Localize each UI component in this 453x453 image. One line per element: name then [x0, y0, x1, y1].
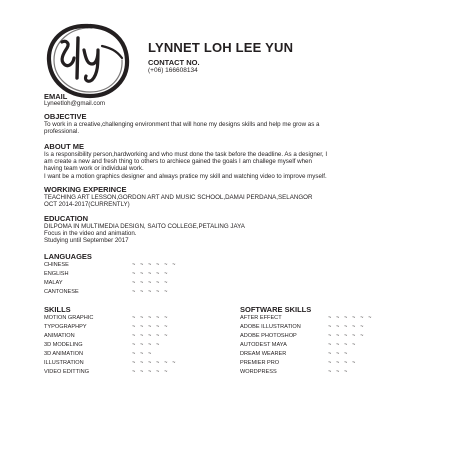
rating-dots: ~ ~ ~ ~ ~: [132, 369, 169, 375]
education-heading: EDUCATION: [44, 214, 89, 223]
rating-dots: ~ ~ ~ ~: [328, 342, 357, 348]
rating-dots: ~ ~ ~: [328, 369, 349, 375]
experience-line: OCT 2014-2017(CURRENTLY): [44, 201, 130, 209]
email-text: Lyneetloh@gmail.com: [44, 100, 106, 107]
skill-label: 3D ANIMATION: [44, 351, 84, 357]
rating-dots: ~ ~ ~ ~ ~ ~: [132, 360, 177, 366]
email-value: [44, 100, 416, 107]
language-row: [44, 279, 194, 287]
software-row: [240, 359, 400, 367]
rating-dots: ~ ~ ~ ~ ~ ~: [328, 315, 373, 321]
software-label: ADOBE ILLUSTRATION: [240, 324, 301, 330]
rating-dots: ~ ~ ~ ~: [132, 342, 161, 348]
language-label: CHINESE: [44, 262, 69, 268]
skill-row: [44, 359, 194, 367]
about-line: am create a new and fresh thing to others to archiece gained the goals I am challege myself when: [44, 158, 312, 166]
experience-heading: WORKING EXPERINCE: [44, 185, 127, 194]
skills-heading: SKILLS: [44, 305, 71, 314]
email-heading: EMAIL: [44, 92, 68, 101]
rating-dots: ~ ~ ~ ~ ~: [132, 324, 169, 330]
skill-label: ILLUSTRATION: [44, 360, 84, 366]
experience-text: [44, 194, 416, 208]
contact-phone: (+06) 166608134: [148, 67, 198, 74]
language-label: MALAY: [44, 280, 63, 286]
language-row: [44, 288, 194, 296]
rating-dots: ~ ~ ~ ~ ~: [132, 333, 169, 339]
education-line: DILPOMA IN MULTIMEDIA DESIGN, SAITO COLLEGE,PETALING JAYA: [44, 223, 245, 230]
about-line: Is a responsibility person,hardworking and who must done the task before the deadline. As a designer, I: [44, 151, 328, 158]
about-text: [44, 151, 416, 180]
skill-label: MOTION GRAPHIC: [44, 315, 94, 321]
skill-row: [44, 350, 194, 358]
rating-dots: ~ ~ ~ ~ ~: [328, 324, 365, 330]
objective-line: professional.: [44, 128, 80, 136]
education-line: Studying until September 2017: [44, 237, 129, 245]
skill-label: ANIMATION: [44, 333, 75, 339]
software-label: WORDPRESS: [240, 369, 277, 375]
software-row: [240, 323, 400, 331]
rating-dots: ~ ~ ~: [132, 351, 153, 357]
skill-row: [44, 332, 194, 340]
software-heading: SOFTWARE SKILLS: [240, 305, 312, 314]
rating-dots: ~ ~ ~ ~ ~: [328, 333, 365, 339]
language-label: ENGLISH: [44, 271, 69, 277]
software-row: [240, 341, 400, 349]
logo-text: SLY: [40, 20, 42, 21]
software-row: [240, 350, 400, 358]
rating-dots: ~ ~ ~ ~ ~ ~: [132, 262, 177, 268]
objective-line: To work in a creative,challenging environment that will hone my designs skills and help me grow as a: [44, 121, 320, 128]
software-row: [240, 314, 400, 322]
language-row: [44, 270, 194, 278]
rating-dots: ~ ~ ~ ~ ~: [132, 280, 169, 286]
objective-text: [44, 121, 416, 135]
about-heading: ABOUT ME: [44, 142, 84, 151]
language-label: CANTONESE: [44, 289, 79, 295]
software-label: DREAM WEARER: [240, 351, 287, 357]
language-row: [44, 261, 194, 269]
education-text: [44, 223, 416, 245]
rating-dots: ~ ~ ~ ~ ~: [132, 315, 169, 321]
rating-dots: ~ ~ ~ ~ ~: [132, 289, 169, 295]
skill-label: TYPOGRAPHPY: [44, 324, 87, 330]
about-line: I want be a motion graphics designer and always pratice my skill and watching video to improve myself.: [44, 172, 327, 180]
about-line: having team work or individual work.: [44, 165, 144, 173]
software-label: AFTER EFFECT: [240, 315, 282, 321]
skill-row: [44, 368, 194, 376]
languages-heading: LANGUAGES: [44, 252, 92, 261]
rating-dots: ~ ~ ~ ~ ~: [132, 271, 169, 277]
contact-label: CONTACT NO.: [148, 58, 200, 67]
signature-logo: [40, 20, 136, 102]
rating-dots: ~ ~ ~ ~: [328, 360, 357, 366]
software-row: [240, 368, 400, 376]
skill-label: 3D MODELING: [44, 342, 83, 348]
objective-heading: OBJECTIVE: [44, 112, 87, 121]
skill-row: [44, 341, 194, 349]
software-label: ADOBE PHOTOSHOP: [240, 333, 297, 339]
experience-line: TEACHING ART LESSON,GORDON ART AND MUSIC SCHOOL,DAMAI PERDANA,SELANGOR: [44, 194, 313, 201]
software-row: [240, 332, 400, 340]
software-label: AUTODEST MAYA: [240, 342, 287, 348]
skill-row: [44, 323, 194, 331]
skill-row: [44, 314, 194, 322]
rating-dots: ~ ~ ~: [328, 351, 349, 357]
software-label: PREMIER PRO: [240, 360, 280, 366]
education-line: Focus in the video and animation.: [44, 230, 137, 238]
skill-label: VIDEO EDITTING: [44, 369, 90, 375]
candidate-name: LYNNET LOH LEE YUN: [148, 40, 294, 55]
